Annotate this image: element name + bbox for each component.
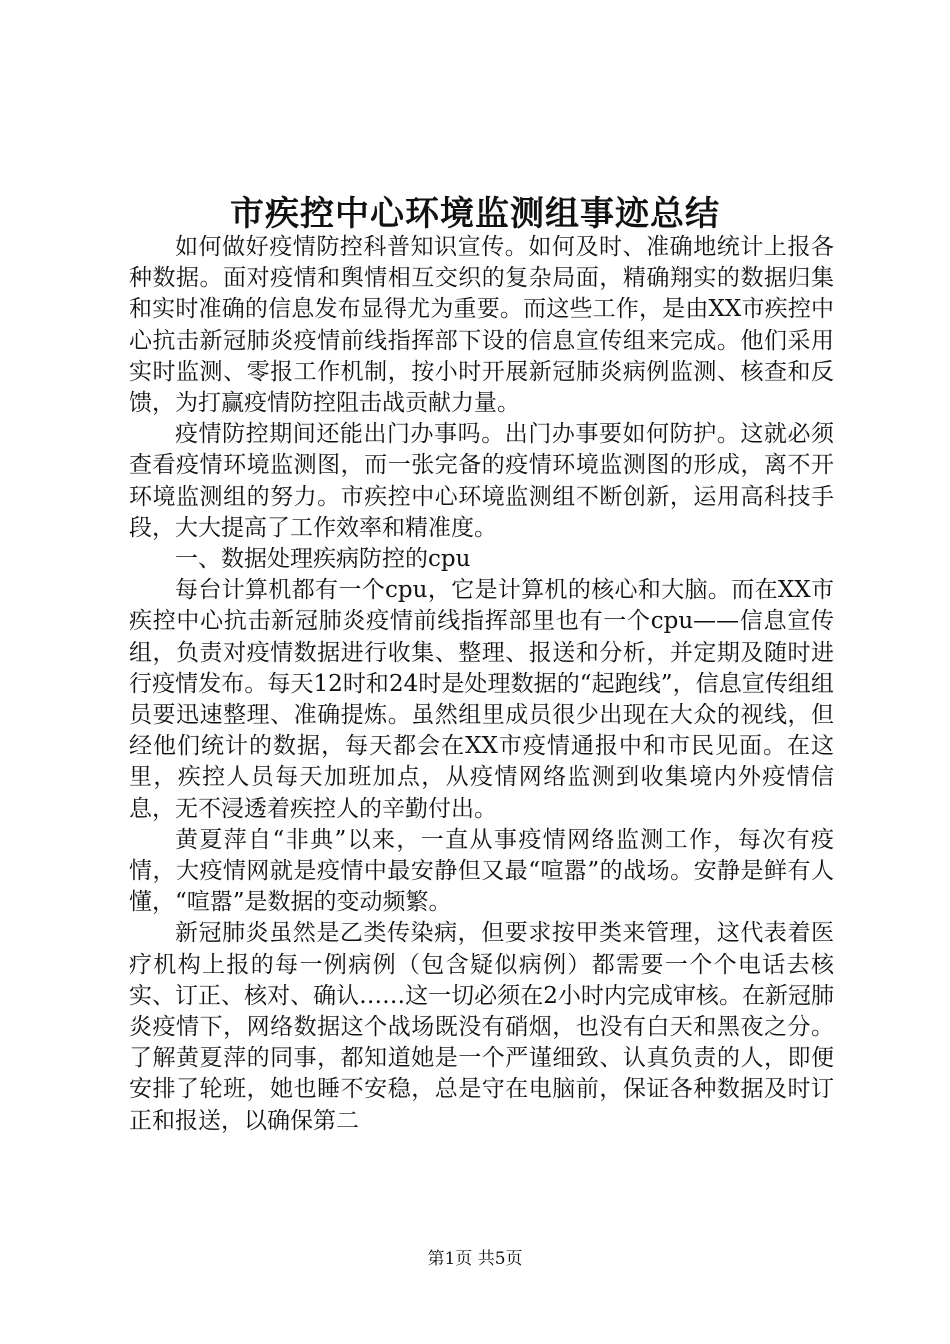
paragraph-intro: 如何做好疫情防控科普知识宣传。如何及时、准确地统计上报各种数据。面对疫情和舆情相互交织的复杂局面，精确翔实的数据归集和实时准确的信息发布显得尤为重要。而这些工作，是由XX市疾控中心抗击新冠肺炎疫情前线指挥部下设的信息宣传组来完成。他们采用实时监测、零报工作机制，按小时开展新冠肺炎病例监测、核查和反馈，为打赢疫情防控阻击战贡献力量。 <box>129 234 834 417</box>
paragraph-covid-review: 新冠肺炎虽然是乙类传染病，但要求按甲类来管理，这代表着医疗机构上报的每一例病例（包含疑似病例）都需要一个个电话去核实、订正、核对、确认……这一切必须在2小时内完成审核。在新冠肺炎疫情下，网络数据这个战场既没有硝烟，也没有白天和黑夜之分。了解黄夏萍的同事，都知道她是一个严谨细致、认真负责的人，即便安排了轮班，她也睡不安稳，总是守在电脑前，保证各种数据及时订正和报送，以确保第二 <box>129 920 834 1134</box>
section-heading-cpu: 一、数据处理疾病防控的cpu <box>175 546 471 573</box>
document-body <box>129 232 834 1137</box>
page-title: 市疾控中心环境监测组事迹总结 <box>230 194 720 234</box>
paragraph-cpu: 每台计算机都有一个cpu，它是计算机的核心和大脑。而在XX市疾控中心抗击新冠肺炎疫情前线指挥部里也有一个cpu——信息宣传组，负责对疫情数据进行收集、整理、报送和分析，并定期及随时进行疫情发布。每天12时和24时是处理数据的“起跑线”，信息宣传组组员要迅速整理、准确提炼。虽然组里成员很少出现在大众的视线，但经他们统计的数据，每天都会在XX市疫情通报中和市民见面。在这里，疾控人员每天加班加点，从疫情网络监测到收集境内外疫情信息，无不浸透着疾控人的辛勤付出。 <box>129 577 834 822</box>
paragraph-huang-xiaping: 黄夏萍自“非典”以来，一直从事疫情网络监测工作，每次有疫情，大疫情网就是疫情中最安静但又最“喧嚣”的战场。安静是鲜有人懂，“喧嚣”是数据的变动频繁。 <box>129 826 834 916</box>
paragraph-monitoring-map: 疫情防控期间还能出门办事吗。出门办事要如何防护。这就必须查看疫情环境监测图，而一张完备的疫情环境监测图的形成，离不开环境监测组的努力。市疾控中心环境监测组不断创新，运用高科技手段，大大提高了工作效率和精准度。 <box>129 421 834 541</box>
page-number-footer: 第1页 共5页 <box>427 1249 523 1269</box>
